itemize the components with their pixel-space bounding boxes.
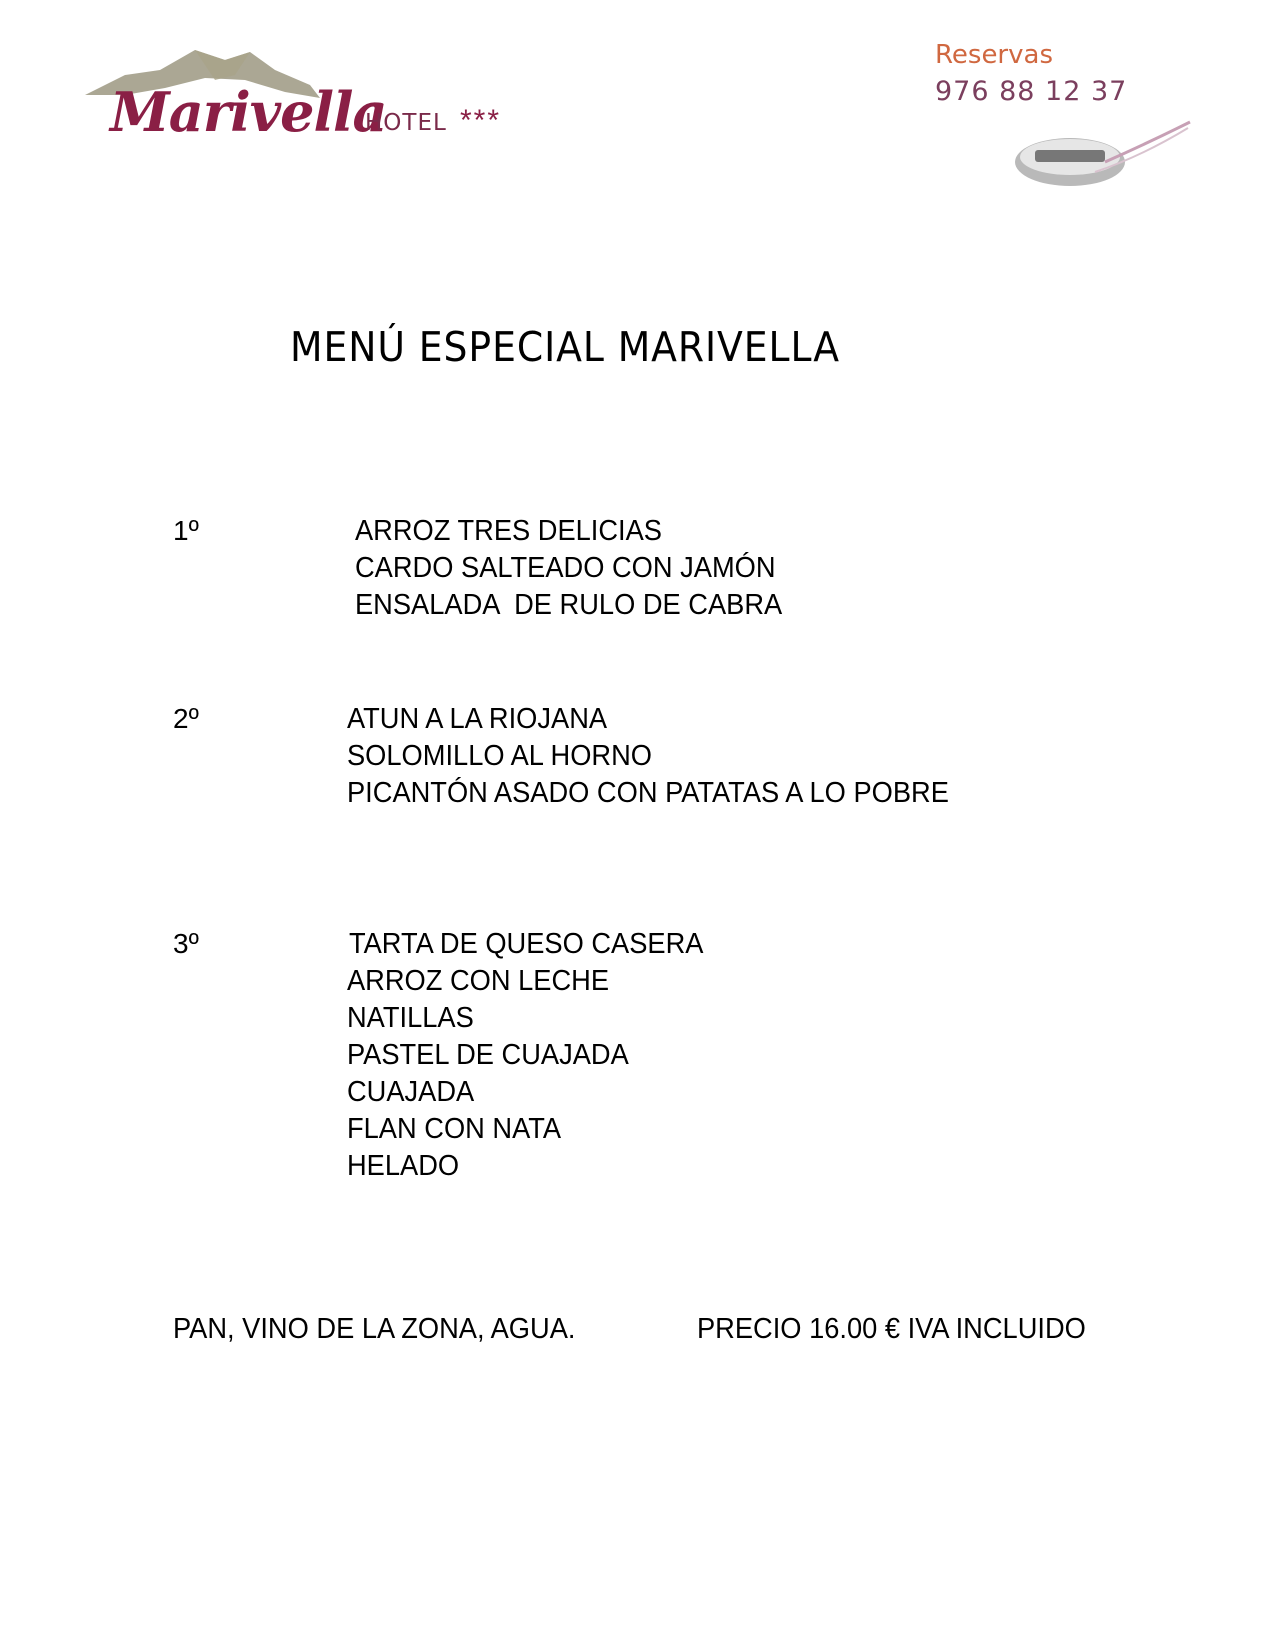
dish-2-3: PICANTÓN ASADO CON PATATAS A LO POBRE: [347, 777, 949, 809]
logo-stars: ***: [460, 104, 502, 137]
dish-3-3: NATILLAS: [347, 1002, 474, 1034]
logo-hotel-text: HOTEL: [365, 110, 447, 136]
hotel-logo: [85, 40, 525, 150]
course-number-1: 1º: [173, 515, 199, 546]
dish-1-3: ENSALADA DE RULO DE CABRA: [355, 589, 783, 621]
dish-3-6: FLAN CON NATA: [347, 1113, 562, 1145]
dish-3-7: HELADO: [347, 1150, 460, 1182]
dish-3-5: CUAJADA: [347, 1076, 475, 1108]
course-number-2: 2º: [173, 703, 199, 734]
menu-title: MENÚ ESPECIAL MARIVELLA: [290, 323, 841, 371]
dish-2-1: ATUN A LA RIOJANA: [347, 703, 608, 735]
dish-3-1: TARTA DE QUESO CASERA: [349, 928, 704, 960]
course-number-3: 3º: [173, 928, 199, 959]
dish-1-2: CARDO SALTEADO CON JAMÓN: [355, 552, 776, 584]
phone-icon: [1010, 102, 1195, 197]
footer-includes: PAN, VINO DE LA ZONA, AGUA.: [173, 1313, 576, 1345]
footer-price: PRECIO 16.00 € IVA INCLUIDO: [697, 1313, 1086, 1345]
reservations-block: [935, 40, 1195, 190]
logo-script-text: Marivella: [110, 80, 387, 144]
reservations-phone: 976 88 12 37: [935, 76, 1128, 107]
dish-2-2: SOLOMILLO AL HORNO: [347, 740, 653, 772]
dish-3-4: PASTEL DE CUAJADA: [347, 1039, 629, 1071]
dish-3-2: ARROZ CON LECHE: [347, 965, 610, 997]
dish-1-1: ARROZ TRES DELICIAS: [355, 515, 662, 547]
reservations-label: Reservas: [935, 40, 1053, 70]
